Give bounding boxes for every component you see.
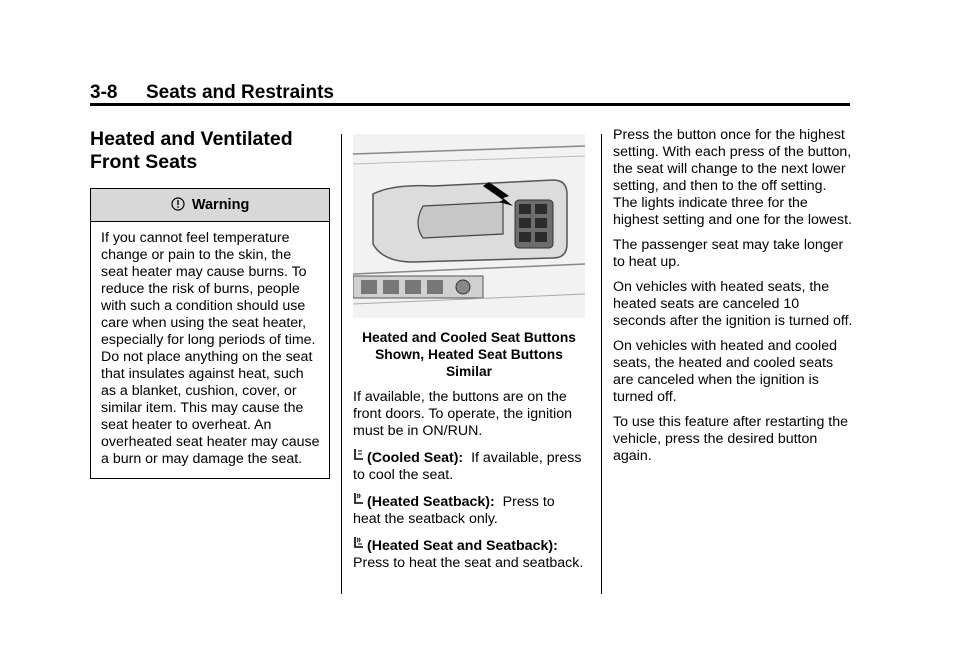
caption-line-3: Similar	[445, 364, 492, 379]
page-header	[90, 82, 334, 104]
cooled-seat-label: (Cooled Seat):	[367, 450, 464, 466]
warning-icon	[171, 196, 189, 213]
header-rule	[90, 103, 850, 106]
intro-paragraph: If available, the buttons are on the front doors. To operate, the ignition must be in ON/RUN.	[353, 389, 572, 439]
heated-seatback-text: Press to heat the seatback only.	[353, 494, 555, 527]
column-divider-1	[341, 134, 342, 594]
figure-caption	[353, 329, 585, 380]
heated-seat-and-seatback-label: (Heated Seat and Seatback):	[367, 538, 558, 554]
heading-line-1: Heated and Ventilated	[90, 128, 293, 150]
paragraph-heated-cooled-canceled: On vehicles with heated and cooled seats, the heated and cooled seats are canceled when the ignition is turned off.	[613, 338, 837, 405]
caption-line-1: Heated and Cooled Seat Buttons	[362, 330, 576, 345]
heated-seat-and-seatback-text: Press to heat the seat and seatback.	[353, 555, 584, 571]
paragraph-passenger-seat: The passenger seat may take longer to heat up.	[613, 237, 844, 270]
paragraph-restart: To use this feature after restarting the vehicle, press the desired button again.	[613, 414, 849, 464]
section-number: 3-8	[90, 82, 118, 103]
column-3	[613, 127, 853, 473]
cooled-seat-item	[353, 448, 585, 484]
caption-line-2: Shown, Heated Seat Buttons	[375, 347, 563, 362]
warning-box	[90, 188, 330, 479]
section-heading	[90, 128, 330, 174]
column-2	[353, 134, 585, 580]
warning-label: Warning	[191, 197, 250, 213]
heated-seatback-icon	[353, 492, 365, 511]
paragraph-heated-canceled: On vehicles with heated seats, the heated seats are canceled 10 seconds after the ignition is turned off.	[613, 279, 853, 329]
section-title: Seats and Restraints	[146, 82, 334, 103]
warning-header	[91, 189, 329, 222]
warning-text: If you cannot feel temperature change or pain to the skin, the seat heater may cause burns. To reduce the risk of burns, people with such a condition should use care when using the seat heater, especially for long periods of time. Do not place anything on the seat that insulates against heat, such as a blanket, cushion, cover, or similar item. This may cause the seat heater to overheat. An overheated seat heater may cause a burn or may damage the seat.	[101, 230, 320, 467]
door-buttons-illustration	[353, 134, 585, 318]
heated-seatback-label: (Heated Seatback):	[367, 494, 495, 510]
paragraph-press-button: Press the button once for the highest setting. With each press of the button, the seat will change to the next lower setting, and then to the off setting. The lights indicate three for the highest setting and one for the lowest.	[613, 127, 852, 228]
column-divider-2	[601, 134, 602, 594]
cooled-seat-text: If available, press to cool the seat.	[353, 450, 582, 483]
heated-seatback-item	[353, 492, 585, 528]
heading-line-2: Front Seats	[90, 151, 198, 173]
heated-seat-and-seatback-icon	[353, 536, 365, 555]
cooled-seat-icon	[353, 448, 365, 467]
heated-seat-and-seatback-item	[353, 536, 585, 572]
column-1	[90, 128, 330, 479]
